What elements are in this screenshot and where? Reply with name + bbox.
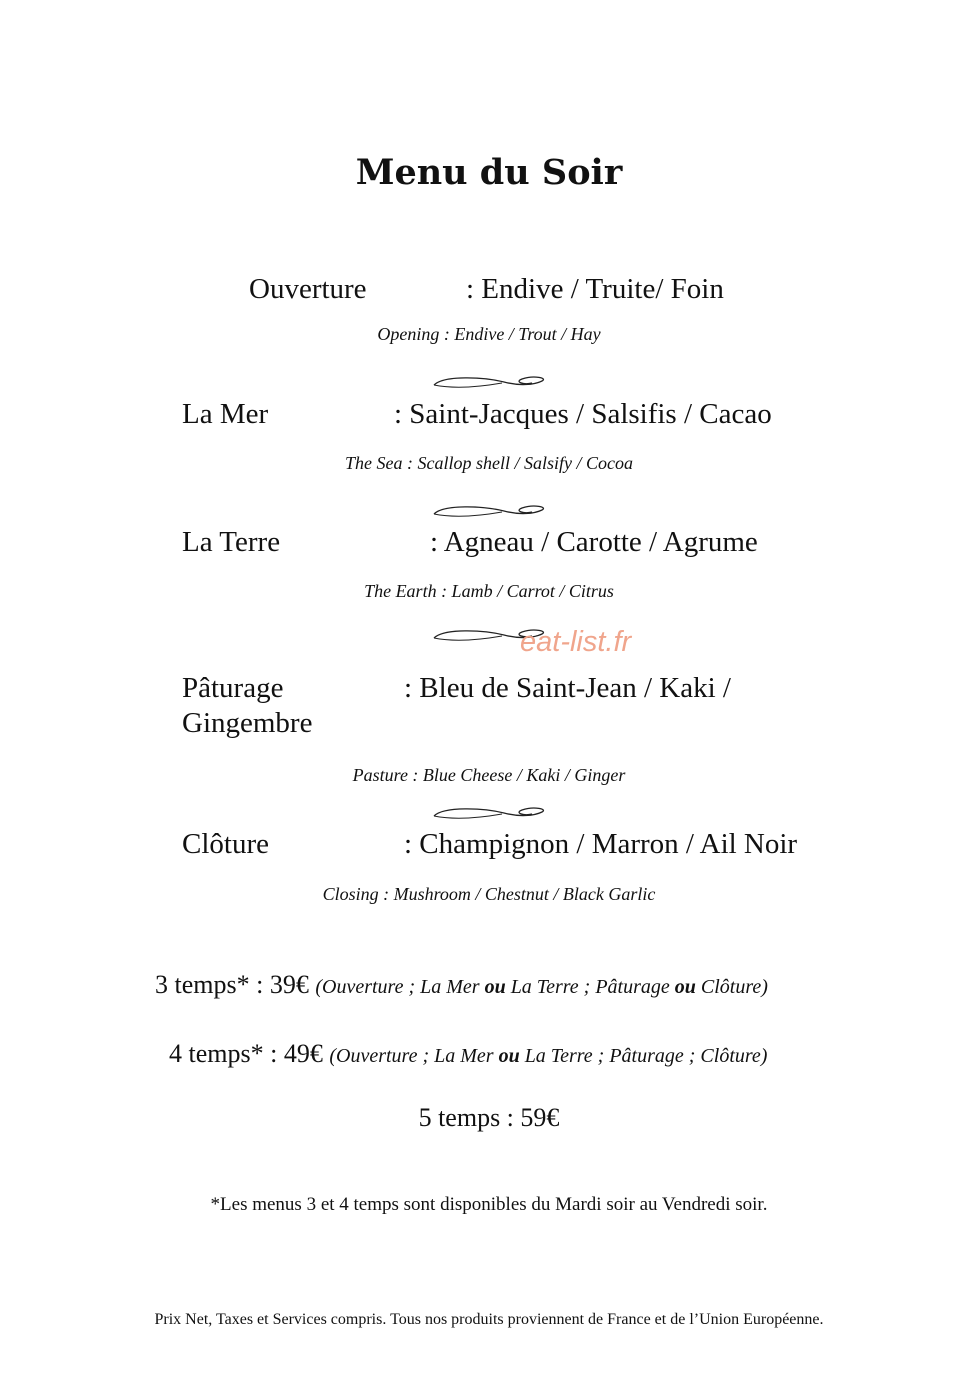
course-translation-la-mer: The Sea : Scallop shell / Salsify / Cocoa [345,453,633,473]
price-4-temps [169,1039,767,1069]
course-translation-ouverture: Opening : Endive / Trout / Hay [377,324,601,344]
price-label: 3 temps* : 39€ [155,970,309,999]
availability-note: *Les menus 3 et 4 temps sont disponibles du Mardi soir au Vendredi soir. [210,1194,768,1215]
course-name-cloture: Clôture [182,828,269,860]
watermark: eat-list.fr [520,626,632,658]
course-translation-paturage: Pasture : Blue Cheese / Kaki / Ginger [352,765,626,785]
price-label: 5 temps : 59€ [418,1103,560,1132]
price-5-temps [0,1103,978,1133]
course-translation-cloture: Closing : Mushroom / Chestnut / Black Garlic [322,884,656,904]
course-dishes-la-mer: : Saint-Jacques / Salsifis / Cacao [394,398,772,430]
flourish-divider-icon [0,804,978,824]
price-detail: (Ouverture ; La Mer ou La Terre ; Pâturage ou Clôture) [315,976,768,998]
price-3-temps [155,970,768,1000]
flourish-divider-icon [0,502,978,522]
flourish-divider-icon [0,626,978,646]
course-name-la-mer: La Mer [182,398,269,430]
course-dishes-ouverture: : Endive / Truite/ Foin [466,273,724,305]
course-name-paturage-line2: Gingembre [182,707,313,739]
course-name-paturage: Pâturage [182,672,284,704]
course-translation-la-terre: The Earth : Lamb / Carrot / Citrus [364,581,614,601]
course-name-ouverture: Ouverture [249,273,367,305]
course-name-la-terre: La Terre [182,526,281,558]
price-label: 4 temps* : 49€ [169,1039,323,1068]
flourish-divider-icon [0,373,978,393]
course-dishes-paturage: : Bleu de Saint-Jean / Kaki / [404,672,731,704]
page-title: Menu du Soir [355,152,623,193]
footer-legal: Prix Net, Taxes et Services compris. Tous nos produits proviennent de France et de l’Union Européenne. [154,1311,824,1328]
price-detail: (Ouverture ; La Mer ou La Terre ; Pâturage ; Clôture) [329,1045,768,1067]
course-dishes-cloture: : Champignon / Marron / Ail Noir [404,828,798,860]
course-dishes-la-terre: : Agneau / Carotte / Agrume [430,526,758,558]
